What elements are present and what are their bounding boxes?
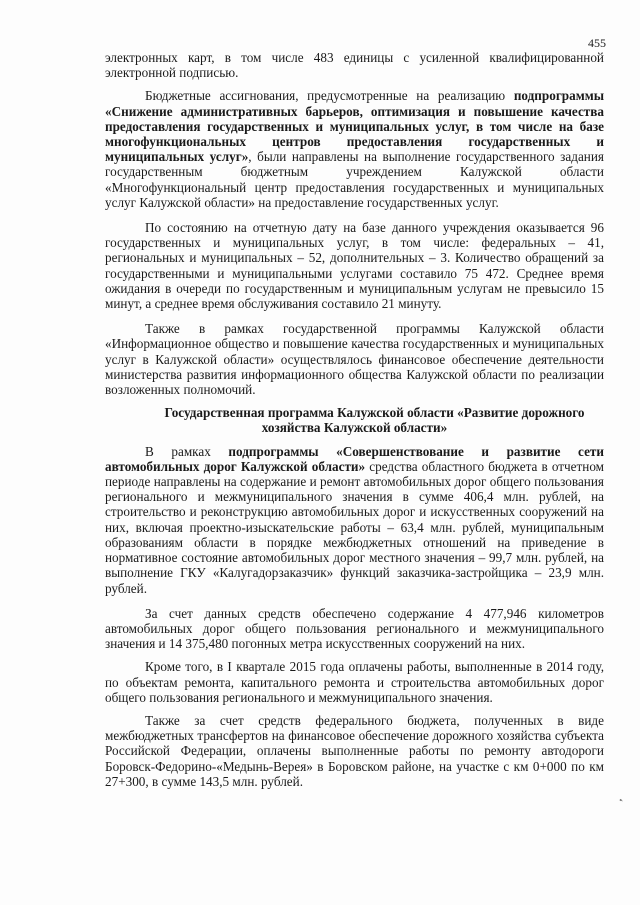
- subprogram-title-services: подпрограммы «Снижение административных барьеров, оптимизация и повышение качества предоставления государственных и муниципальных услуг, в том числе на базе многофункциональных центров предоставления государственных и муниципальных услуг»: [105, 88, 604, 165]
- paragraph-7: Кроме того, в I квартале 2015 года оплачены работы, выполненные в 2014 году, по объектам ремонта, капитального ремонта и строительства автомобильных дорог общего пользования регионального и межмуниципального значения.: [105, 659, 604, 705]
- paragraph-8: Также за счет средств федерального бюджета, полученных в виде межбюджетных трансфертов на финансовое обеспечение дорожного хозяйства субъекта Российской Федерации, оплачены выполненные работы по ремонту автодороги Боровск-Федорино-«Медынь-Верея» в Боровском районе, на участке с км 0+000 по км 27+300, в сумме 143,5 млн. рублей.: [105, 712, 604, 789]
- paragraph-2-text-start: Бюджетные ассигнования, предусмотренные на реализацию: [145, 88, 514, 104]
- page-number: 455: [588, 36, 606, 50]
- paragraph-5-text-end: средства областного бюджета в отчетном периоде направлены на содержание и ремонт автомобильных дорог общего пользования регионального и межмуниципального значения в сумме 406,4 млн. рублей, на строительство и реконструкцию автомобильных дорог и искусственных сооружений на них, включая проектно-изыскательские работы – 63,4 млн. рублей, муниципальным образованиям области в порядке межбюджетных отношений на приведение в нормативное состояние автомобильных дорог местного значения – 99,7 млн. рублей, на выполнение ГКУ «Калугадорзаказчик» функций заказчика-застройщика – 23,9 млн. рублей.: [105, 458, 605, 596]
- section-heading: Государственная программа Калужской области «Развитие дорожного хозяйства Калужской области»: [164, 405, 585, 436]
- paragraph-2: [105, 88, 604, 210]
- paragraph-2-text-end: , были направлены на выполнение государственного задания государственным бюджетным учреждением Калужской области «Многофункциональный центр предоставления государственных и муниципальных услуг Калужской области» на предоставление государственных услуг.: [105, 149, 604, 210]
- paragraph-5-text-start: В рамках: [145, 443, 229, 459]
- paragraph-5: [105, 444, 604, 596]
- paragraph-3: По состоянию на отчетную дату на базе данного учреждения оказывается 96 государственных и муниципальных услуг, в том числе: федеральных – 41, региональных и муниципальных – 52, дополнительных – 3. Количество обращений за государственными и муниципальными услугами составило 75 472. Среднее время ожидания в очереди по государственным и муниципальным услугам не превысило 15 минут, а среднее время обслуживания составило 21 минуту.: [105, 220, 604, 312]
- paragraph-6: За счет данных средств обеспечено содержание 4 477,946 километров автомобильных дорог общего пользования регионального и межмуниципального значения и 14 375,480 погонных метра искусственных сооружений на них.: [105, 605, 604, 652]
- paragraph-1: электронных карт, в том числе 483 единицы с усиленной квалифицированной электронной подписью.: [105, 50, 604, 81]
- subprogram-title-roads: подпрограммы «Совершенствование и развитие сети автомобильных дорог Калужской области»: [105, 443, 604, 474]
- paragraph-4: Также в рамках государственной программы Калужской области «Информационное общество и повышение качества государственных и муниципальных услуг в Калужской области» осуществлялось финансовое обеспечение деятельности министерства развития информационного общества Калужской области по реализации возложенных полномочий.: [105, 321, 604, 398]
- margin-mark: ❜: [617, 797, 629, 806]
- page-body: [105, 50, 604, 797]
